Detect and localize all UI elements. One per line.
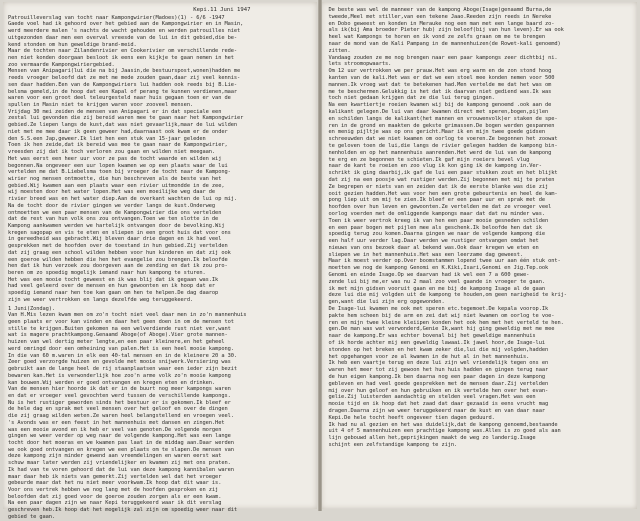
text-line: die zij graag wilden weten.Ze waren heel belangstellend en vroegen veel.	[8, 413, 234, 420]
text-line: pakte hem scheen bij de arm en zei dat wij niet kwamen om oorlog te voe-	[328, 312, 555, 319]
text-line: reeds vroeger beloofd dat ze met me mede zouden gaan,daar zij veel kennis-	[8, 75, 241, 82]
text-line: schijnt een zelfstandige kampong te zijn.	[328, 442, 458, 448]
text-line: de hun eigen kampong.Ik ben daarna nog een paar dagen in deze kampong	[328, 374, 545, 381]
text-line: sliepen we in het mannenhuis.Het was een leerzame dag geweest.	[328, 251, 524, 258]
text-line: toch niet gedaan krijgen dat ze die lui terug gingen.	[328, 95, 495, 102]
text-line: het opgehangen voor ze al kwamen in de hut al in het mannenhuis.	[328, 353, 530, 360]
text-line: den S.S.een Jap,geweer.Ik liet hen een stuk van 15-jaar geleden	[8, 135, 206, 142]
text-line: en dat er vroeger veel gevochten werd tussen de verschillende kampongs.	[8, 392, 231, 399]
text-line: begonnen.Na ongeveer een uur lopen kwamen we op een plaats waar de lui	[8, 162, 228, 169]
text-line: bewaren kan.Het is verwonderlijk hoe zoo'n arme volk zo'n mooie kampong	[8, 372, 231, 379]
text-line: niet met me mee daar ik geen geweer had,daarnaast ook kwam er de onder	[8, 128, 228, 135]
text-line: me te beschermen.Gelukkig is het dat ik daarvan niet gediend was.Ik was	[328, 88, 552, 95]
text-line: werd omringd door een omheining van palen.Het is een heel mooie kampong.	[8, 345, 234, 352]
text-line: Vrijdag 30 mei zeiden de mensen van Anipagari er in dat speciale een	[8, 108, 222, 115]
text-line: schreeuwden dat we niet kwamen om oorlog te voeren.Ze begonnen het zoowat	[328, 136, 558, 143]
text-line: maar daar heb ik niets van gemerkt.Zij vertelden wel dat het vroeger	[8, 473, 222, 480]
text-line: De beste was wel de manneer van de kampong Aboge(Isage)genaamd Burna,de	[328, 7, 552, 13]
text-line: pong liep uit om mij te zien.Ik bleef er een paar uur en sprak met de	[328, 197, 545, 204]
text-line: en menig pijltje was op ons gericht.Maar ik en mijn twee goede gidsen	[328, 129, 545, 136]
text-line: was een mooie avond en ik heb er veel van genoten.De volgende morgen	[8, 426, 222, 433]
text-line: gebleven en had veel goede gesprekken met de mensen daar.Zij vertelden	[328, 380, 549, 387]
text-line: Kepi.De hele tocht heeft ongeveer tien dagen geduurd.	[328, 414, 495, 421]
text-line: Ze begrepen er niets van en zeiden dat ik de eerste blanke was die zij	[328, 183, 549, 190]
text-line: ooit gezien hadden.Het was voor hen een grote gebeurtenis en heel de kam-	[328, 190, 558, 197]
text-line: kan bouwen.Wij werden er goed ontvangen en kregen eten en drinken.	[8, 379, 216, 386]
text-line: hen dat ik hun verzoek zou doorgeven aan de zending en dat ik zou pro-	[8, 263, 228, 270]
text-line: deze kampong zijn minder gewend aan vreemdelingen en waren eerst wat	[8, 453, 222, 460]
text-line: beloofden dat zij goed voor de goeroe zouden zorgen als er een kwam.	[8, 493, 222, 500]
text-line: mooie tijd en ik hoop dat het zaad dat daar gezaaid is eens vrucht mag	[328, 401, 549, 408]
text-line: gebeurde maar dat het nu niet meer voorkwam.Ik hoop dat dit waar is.	[8, 480, 222, 487]
text-line: 1 Juni(Zondag).	[8, 305, 56, 312]
text-line: naar de kant te roeien en zoo vlug ik kon ging ik de kampong in.Ver-	[328, 163, 542, 170]
text-line: wij moesten door het water lopen.Het was een moeilijke weg daar de	[8, 189, 216, 196]
text-line: werd meerdere malen 's nachts de wacht gehouden en werden patrouilles niet	[8, 28, 241, 35]
text-line: gebied.Wij kwamen aan een plaats waar een rivier uitmondde in de zee,	[8, 182, 225, 189]
text-line: Maar ik moest verder op.Over boomstammen lopend twee uur aan één stuk ont-	[328, 258, 561, 265]
text-line: geschreven heb.Ik hoop dat het mogelijk zal zijn om spoedig weer naar dit	[8, 507, 238, 514]
text-line: tocht door het moeras en we kwamen pas laat in de middag aan.Daar werden	[8, 439, 234, 446]
text-line: zitten.	[328, 47, 351, 54]
text-line: In die van 60 m.waren in elk een 40-tal mensen en in de kleinere 20 a 30.	[8, 352, 238, 359]
report-text-continued	[329, 7, 632, 449]
text-line: Gaede voel had ik gehoord over het gebied aan de Kampongwirier en in Masin,	[8, 21, 244, 28]
text-line: spoedig terug zou komen.Daarna gingen we naar de volgende kampong die	[328, 231, 545, 238]
text-line: gebied te gaan.	[8, 513, 56, 520]
text-line: ik met mijn gidsen vooruit gaan en me bij de kampong Isage al de gaan	[328, 285, 545, 292]
report-text-part-2	[8, 306, 311, 521]
text-line: geen plaats er voor kan vinden en daar het geen doen in om de mensen tot	[8, 319, 234, 326]
text-line: Na een kwartiertje roeien kwamen wij bij de kampong genoemd .ook aan de	[328, 102, 552, 109]
text-line: spullen in Masin niet te krijgen waren voor zooveel mensen.	[8, 102, 194, 109]
text-line: dat de rest van hun volk ons zou ontvangen.Toen we ten slotte in de	[8, 216, 219, 223]
text-line: vertelden me dat B.Liebelsma toen bij vroeger de tocht naar de Kampong-	[8, 169, 231, 176]
text-line: Patrouilleverslag van tocht naar Kampongwirier(Madoes)(1) - 6/6 -1947	[8, 14, 225, 21]
right-page	[321, 2, 638, 509]
text-line: en Dobo geweest en konden in Merauke nog een man met een lange baard zo-	[328, 20, 555, 27]
text-line: Na een paar dagen zijn we naar Kepi teruggekeerd waar ik dit verslag	[8, 500, 222, 507]
text-line: kregen sagopap en vis te eten en sliepen in een groot huis dat voor ons	[8, 229, 231, 236]
text-line: beren om zo spoedig mogelijk iemand naar hun kampong te sturen.	[8, 270, 206, 277]
text-line: lijn gebouwd allen het,geprijkingen maakt de weg zo landerig.Isage	[328, 435, 536, 442]
text-line: zende lui bij me,er was nu 2 maal zoo veel gaande in vroeger te gaan.	[328, 278, 545, 285]
text-line: rivier breed was en het water diep.Aan de overkant wachten de lui op mij.	[8, 196, 238, 203]
text-line: lets stroomopwaarts.	[328, 61, 392, 68]
text-line: gebruikt aan de lange heel de rij staanplaatsen waar een ieder zijn bezit	[8, 366, 238, 373]
text-line: Nu is het rustiger geworden sinds het bestuur er is gekomen.Ik bleef er	[8, 399, 231, 406]
text-line: als ik(bij Ama broeder Pieter hub) zijn beloof(bij van hun leven).Er wa ook	[328, 27, 564, 34]
text-line: Toen ik weer vertrok kreeg ik van hen een paar mooie gesneden schilden	[328, 217, 549, 224]
text-line: gingen we weer verder op weg naar de volgende kampong.Het was een lange	[8, 433, 231, 440]
left-page	[3, 2, 317, 520]
text-line: heel wat Kampongs te horen en ik vond ze zelfs graan om me te brengen	[328, 34, 545, 41]
text-line: Van H.Mis lezen kwam men om zo'n tocht niet veel daar men in zo'n mannenhuis	[8, 312, 247, 319]
text-line: mannen.Ik vroeg wat dat te betekenen had.Men vertelde me dat het was om	[328, 81, 552, 88]
text-line: dat zij graag een school wilden hebben voor hun kinderen en dat zij ook	[8, 249, 231, 256]
text-line: Kampong aankwamen werden we hartelijk ontvangen door de bevolking.Wij	[8, 222, 225, 229]
text-line: ren en mijn twee kleine kleiipen konden het ook hem met het verteld te hen.	[328, 319, 564, 326]
text-line: Toen ik hen zeide,dat ik bereid was mee te gaan naar de Kampongwirier,	[8, 142, 228, 149]
text-line: wat is magere prachtkampong.Genaamd Aboge(of Aboge).Vier grote mannen-	[8, 332, 228, 339]
text-line: zoo vermaarde Kampongwiriergebied.	[8, 61, 115, 68]
text-line: te geloven toen de lui,die langs de rivier gelegen hadden de kampong bin-	[328, 142, 558, 149]
text-line: in gereedheid was gebracht.Wij bleven daar drie dagen en ik had veel	[8, 236, 222, 243]
text-line: Ik had van te voren gehoord dat de lui van deze kampong kannibalen waren	[8, 466, 234, 473]
text-line: stille te krijgen.Buiten gekomen na een welverdiende rust niet ver,want	[8, 325, 231, 332]
text-line: hoofden over hun leven en gewoonten.Ze vertelden me dat ze vroeger veel	[328, 204, 552, 211]
text-line: een goeroe wilden hebben die hen het evangelie zou brengen.Ik beloofde	[8, 256, 228, 263]
text-line: huizen van wel dertig meter lengte,en een paar kleinere,en het geheel	[8, 339, 225, 346]
text-line: stonden op het breken en het kwam zeker die,lui die mij volgden,hadden	[328, 346, 549, 353]
text-line: naar de kampong.Er was echter bovenal bij het geweldige mannenhuis	[328, 333, 536, 340]
text-line: we ook goed ontvangen en kregen we een plaats om te slapen.De mensen van	[8, 446, 234, 453]
report-text-part-1	[8, 15, 311, 304]
text-line: kalikant gelegen.De lui van daar kwamen direct met speren,bogen,pijlen	[328, 108, 549, 115]
text-line: uitgezonden daar men een overval vreesde van de lui in dit gebied,die be-	[8, 34, 238, 41]
text-line: naar de mond van de Kali Pampang in de mannenhuizen(de Rowet-kali genoemd)	[328, 40, 561, 47]
text-line: Om 12 uur vertrokken we per prauw.Het was erg warm en de zon stond hoog	[328, 68, 552, 75]
text-line: Van de mensen hier hoorde ik dat er in de buurt nog meer kampongs waren	[8, 386, 231, 393]
text-line: gen,want die lui zijn erg opgewonden.	[328, 299, 445, 306]
text-line: Maar de tochten naar Zilandenrivier en Cookerivier om verschillende rede-	[8, 48, 238, 55]
text-line: Zeer goed verzorgde huizen en gevolde met mooie snijwerk.Versiering was	[8, 359, 231, 366]
text-line: Voor ons vertrek hebben we nog lang met de hoofden gesproken en zij	[8, 487, 219, 494]
text-line: wirier nog mensen ontmoette, die hun beschreven als de beste van het	[8, 175, 222, 182]
text-line: Mensen van Anipagari(lui die na bij Jaasin,de bestuurspost,wonen)hadden me	[8, 68, 241, 75]
text-line: Het was eerst een heer uur voor ze pas de tocht waarde en wilden wij	[8, 155, 222, 162]
text-line: dat zij na een poosje wat rustiger werden.Zij begonnen met mij te praten	[328, 176, 555, 183]
text-line: en een paar bogen met pijlen mee als geschenk.Ik beloofde hen dat ik	[328, 224, 542, 231]
text-line: de hele dag en sprak met veel mensen over het geloof en over de dingen	[8, 406, 228, 413]
text-line: nen niet konden doorgaan besloot ik eens een kijkje te gaan nemen in het	[8, 55, 234, 62]
text-line: belsma gemeld,in de hoop dat een Kapal of perang te kunnen verdienen,maar	[8, 88, 238, 95]
text-line: vreesden zij dat ik toch verloren zou gaan en wilden niet meegaan.	[8, 149, 216, 156]
text-line: waren voor een groot deel teleurgesteld naar huis gegaan toen er van de	[8, 95, 231, 102]
text-line: tweede,Meel met stiller,van een tekene Jaao.Reeden zijn reeds in Nereke	[328, 13, 552, 20]
text-line: oorlog voerden met de omliggende kampongs maar dat dat nu minder was.	[328, 210, 545, 217]
text-line: Vandaag zouden ze me nog brengen naar een paar kampongs zeer dichtbij ni.	[328, 54, 558, 61]
text-line: sen daar hadden.Een van de Kampongwiriers lui hadden ook reeds bij B.Lie-	[8, 81, 238, 88]
page-fold	[318, 0, 322, 511]
text-line: Het was een mooie tocht geweest en ik was blij dat ik gegaan was.Ik	[8, 276, 219, 283]
text-line: nieuws van ons bezoek daar al bekend was.Ook daar kregen we eten en	[328, 244, 539, 251]
text-line: uit 4 of 5 mannenhuizen een prachtige kampong was.Alles is zo goed als aan	[328, 428, 561, 435]
text-line: 's Avonds was er een feest in het mannenhuis met dansen en zingen.Het	[8, 419, 225, 426]
text-line: kanten van de kali.Het was er dat we een stoel mee konden nemen voor 500	[328, 74, 555, 81]
text-line: te erg en ze begonnen te schieten.Ik gaf mijn roeiers bevel vlug	[328, 156, 530, 163]
text-line: De Isage-lui kwamen me ook met speren etc.tegemoet.De kepala voorop.Ik	[328, 306, 549, 313]
text-line: mij over hun geloof en hun gebruiken en ik vertelde hen over het evan-	[328, 387, 549, 394]
text-line: gebied.Ze liepen langs de kust,dat was niet gevaarlijk,maar de lui wilden	[8, 122, 238, 129]
text-line: en schilden langs de kalikant(het mannen en vrouwenvolk)er staken de spe-	[328, 115, 558, 122]
text-line: schuw maar later werden zij vriendelijker en kwamen zij met ons praten.	[8, 460, 231, 467]
text-line: ontmoetten we een paar mensen van de Kampongwirier die ons vertelden	[8, 209, 222, 216]
text-line: nenholden en op het mannenhuis aanrenden.Het werd de lui van de kampong	[328, 149, 552, 156]
text-line: spoedig iemand naar hen toe kan gaan om hen te helpen.De dag daarop	[8, 290, 219, 297]
text-line: zijn we weer vertrokken en langs dezelfde weg teruggekeerd.	[8, 296, 194, 303]
text-line: dragen.Daarna zijn we weer teruggekeerd naar de kust en van daar naar	[328, 408, 545, 415]
text-line: deze lui die mij volgden uit de kampong te houden,om geen narigheid te krij-	[328, 292, 567, 299]
text-line: gelie.Zij luisterden aandachtig en stelden veel vragen.Het was een	[328, 394, 536, 401]
text-line: waren het meer tot zij gewoon het hun huis hadden en gingen terug naar	[328, 367, 549, 374]
text-line: moetten we nog de kampong Genomi en K.Kiki,Isari,Genomi en Jig.Tep.ook	[328, 265, 549, 272]
text-line: Ik had nu al gezien en het was duidelijk,dat de kampong genoemd,bestaande	[328, 421, 558, 428]
text-line: ren in de grond en maakten de gekste grimassen.De bogen werden gespannen	[328, 122, 555, 129]
text-line: Genomi en einde Isage.Op we daarvan had ik wel een 7 a 600 gewe-	[328, 272, 530, 279]
text-line: een half uur verder lag.Daar werden we rustiger ontvangen omdat het	[328, 238, 539, 245]
text-line: schrikt ik ging daarbij,ik gaf de lui een paar stukken zout en het blijkt	[328, 170, 558, 177]
text-line: gesprekken met de hoofden over de toestand in hun gebied.Zij vertelden	[8, 243, 228, 250]
text-line: Na de tocht door de rivier gingen we verder langs de kust.Onderweg	[8, 202, 216, 209]
text-line: had veel geleerd over de mensen en hun gewoonten en ik hoop dat er	[8, 283, 216, 290]
text-line: zestal lui gevonden die zij bereid waren mee te gaan naar het Kampongwirier	[8, 115, 244, 122]
text-line: of ik horde achter mij een geweldig lawaai.Ik jawel hoor,de Isage-lui	[328, 340, 545, 347]
text-line: gen.De man was wat verwonderd,Genie Ik,want hij ging geweldig met me mee	[328, 326, 555, 333]
text-line: Ik heb een vaartje terug en deze lui zijn wel vriendelijk tegen ons en	[328, 360, 549, 367]
report-date: Kepi.11 Juni 1947	[193, 7, 251, 13]
text-line: kend stonden om hun geweldige brand-meid.	[8, 41, 137, 48]
